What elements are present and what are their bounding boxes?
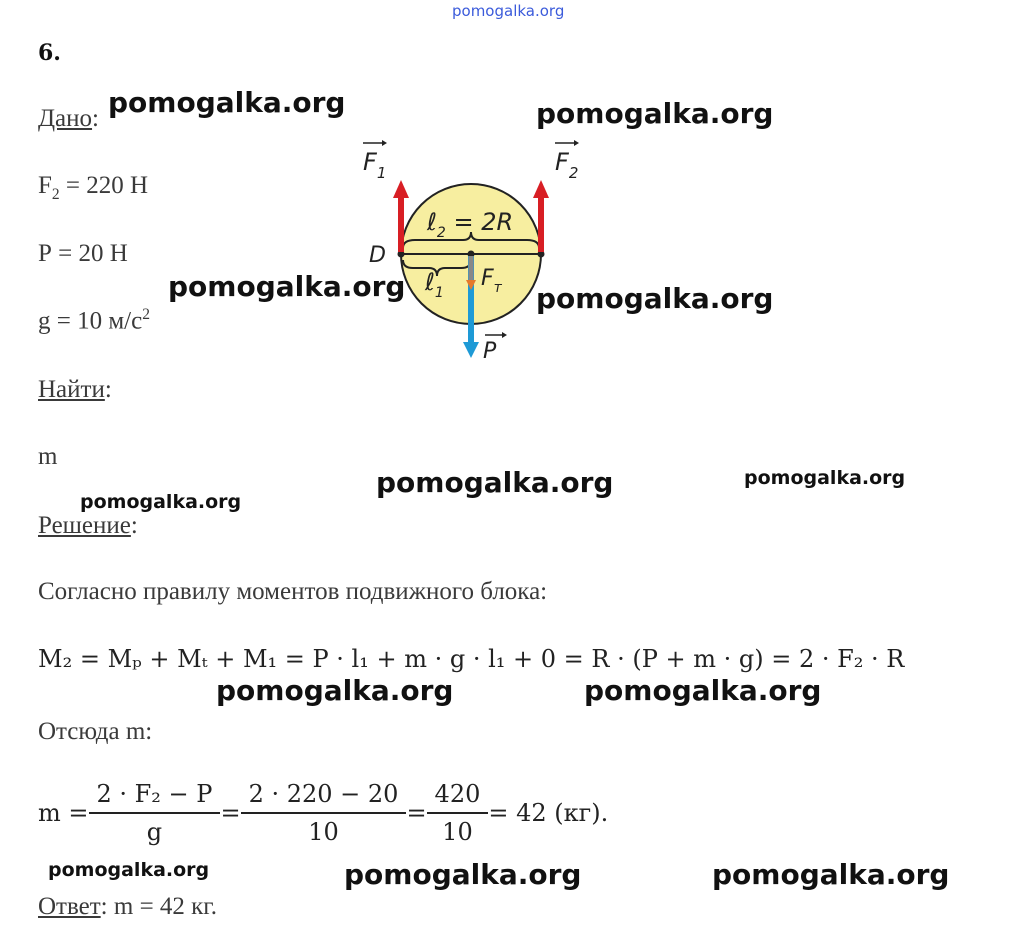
label-l1: ℓ$_1$ [425,268,444,301]
label-p: P [483,339,497,364]
label-ft: $F_т$ [481,266,502,296]
watermark: pomogalka.org [584,674,822,707]
label-d: D [369,243,386,268]
watermark: pomogalka.org [168,270,406,303]
find-label: Найти [38,376,105,403]
given-heading: Дано: [38,105,99,132]
watermark: pomogalka.org [744,467,906,489]
weight-p-arrowhead [463,342,479,358]
moment-equation: M₂ = Mₚ + Mₜ + M₁ = P · l₁ + m · g · l₁ + 0 = R · (P + m · g) = 2 · F₂ · R [38,645,905,673]
watermark: pomogalka.org [536,97,774,130]
watermark: pomogalka.org [712,858,950,891]
force-f2-arrowhead [533,180,549,198]
solution-heading: Решение: [38,512,138,539]
given-label: Дано [38,105,93,132]
label-f2: $F_2$ [555,148,579,182]
find-value: m [38,443,58,470]
label-l2: ℓ$_2$ = 2R [427,208,514,241]
fraction-general: $\frac{\text{2 · F₂ − P}}{g}$ [93,780,217,846]
watermark: pomogalka.org [344,858,582,891]
watermark: pomogalka.org [536,282,774,315]
problem-number: 6. [38,40,61,66]
watermark: pomogalka.org [80,491,242,513]
fraction-substituted: $\frac{2 \cdot 220 - 20}{10}$ [245,780,403,846]
mass-formula: m = $\frac{\text{2 · F₂ − P}}{g}$ = $\frac{2 \cdot 220 - 20}{10}$ = $\frac{420}{10}$ = 42 (кг). [38,780,609,846]
watermark: pomogalka.org [108,86,346,119]
given-p: Р = 20 Н [38,240,128,267]
given-g: g = 10 $м/с^2$ [38,306,150,335]
force-f1-arrowhead [393,180,409,198]
label-f1: $F_1$ [363,148,387,182]
pulley-diagram [355,130,595,375]
hence-text: Отсюда m: [38,718,153,745]
answer: Ответ: m = 42 кг. [38,893,217,920]
answer-label: Ответ [38,893,101,920]
given-f2: $F_2 = 220$ Н [38,172,149,203]
watermark: pomogalka.org [48,859,210,881]
watermark: pomogalka.org [216,674,454,707]
solution-rule: Согласно правилу моментов подвижного блока: [38,578,548,605]
fraction-simplified: $\frac{420}{10}$ [431,780,485,846]
find-heading: Найти: [38,376,112,403]
solution-label: Решение [38,512,131,539]
watermark: pomogalka.org [376,466,614,499]
site-link[interactable]: pomogalka.org [452,2,565,20]
